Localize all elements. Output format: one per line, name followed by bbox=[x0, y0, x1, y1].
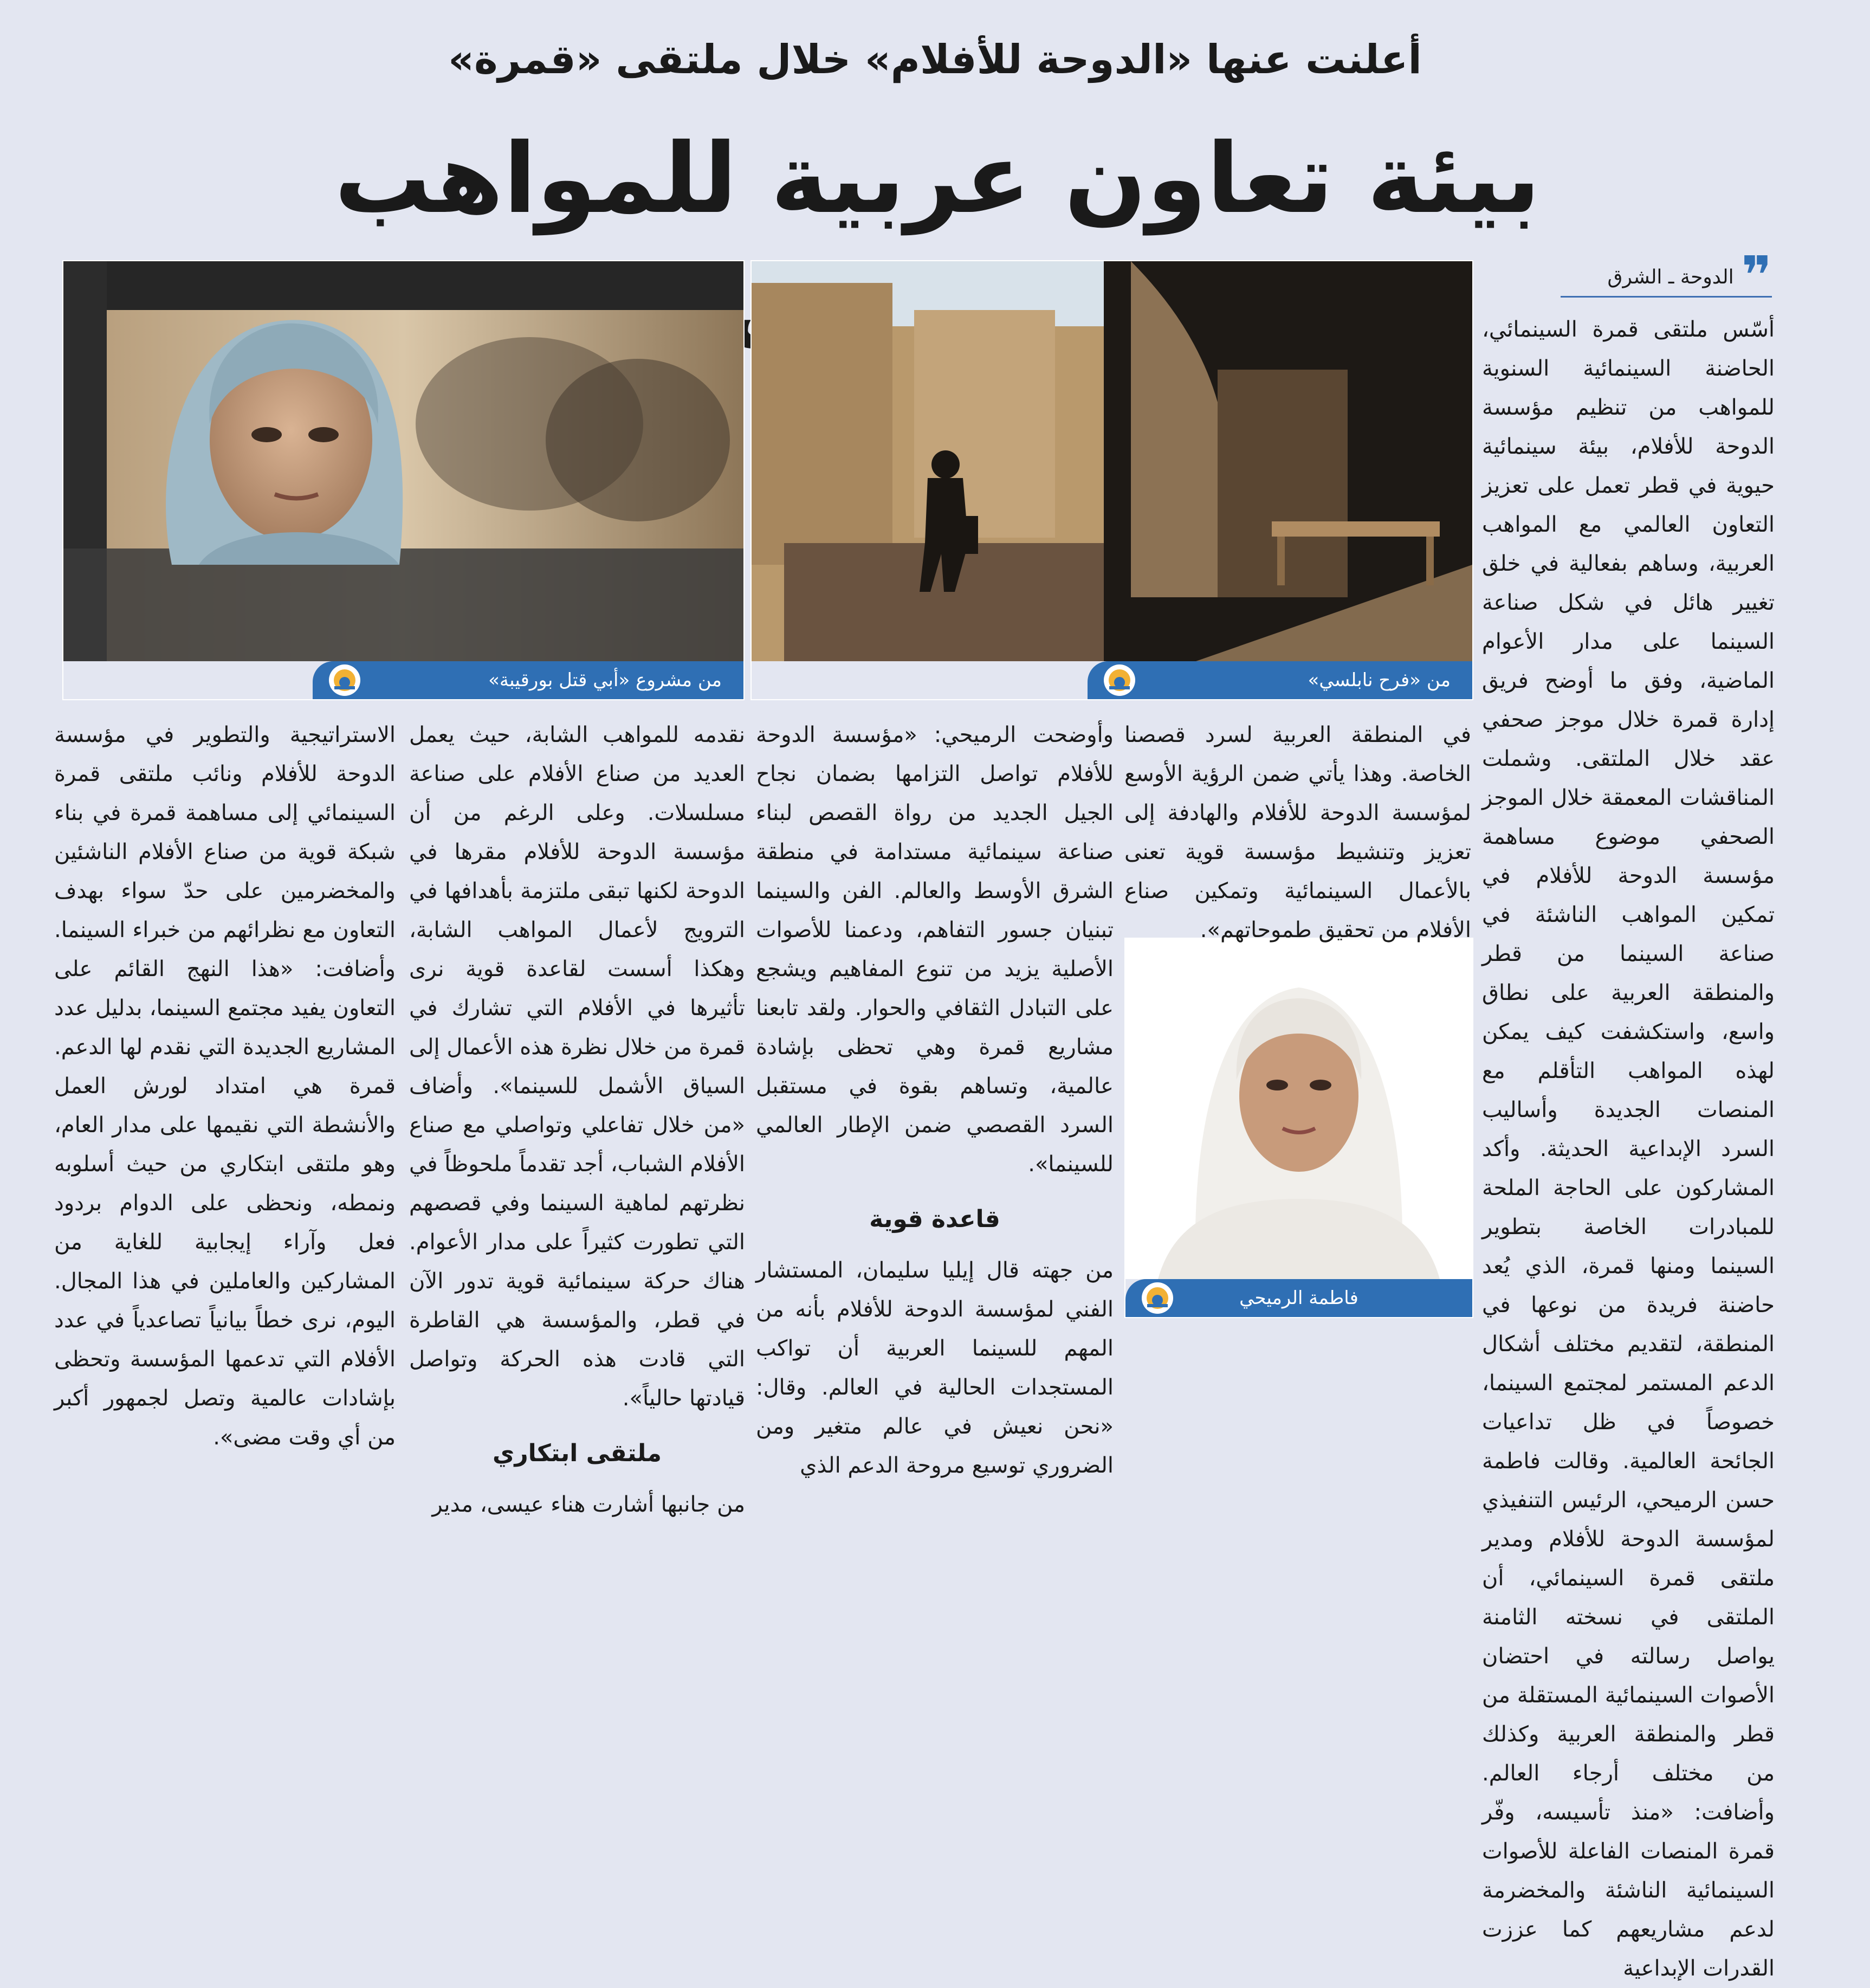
photo-left bbox=[62, 260, 745, 700]
column-4-tail-text: من جانبها أشارت هناء عيسى، مدير bbox=[432, 1492, 745, 1517]
article-column-4 bbox=[409, 715, 745, 1517]
subheading-innovative-forum: ملتقى ابتكاري bbox=[493, 1440, 662, 1467]
byline bbox=[1561, 245, 1772, 306]
article-column-3 bbox=[756, 715, 1114, 1478]
caption-text: من مشروع «أبي قتل بورقيبة» bbox=[488, 669, 722, 691]
caption-photo-left bbox=[313, 661, 743, 699]
column-2-text: في المنطقة العربية لسرد قصصنا الخاصة. وهذا يأتي ضمن الرؤية الأوسع لمؤسسة الدوحة للأفلام والهادفة إلى تعزيز وتنشيط مؤسسة قوية تعنى بالأعمال السينمائية وتمكين صناع الأفلام من تحقيق طموحاتهم». bbox=[1124, 722, 1471, 943]
column-1-text: أسّس ملتقى قمرة السينمائي، الحاضنة السينمائية السنوية للمواهب من تنظيم مؤسسة الدوحة للأفلام، بيئة سينمائية حيوية في قطر تعمل على تعزيز التعاون العالمي مع المواهب العربية، وساهم بفعالية في خلق تغيير هائل في شكل صناعة السينما على مدار الأعوام الماضية، وفق ما أوضح فريق إدارة قمرة خلال موجز صحفي عقد خلال الملتقى. وشملت المناقشات المعمقة خلال الموجز الصحفي موضوع مساهمة مؤسسة الدوحة للأفلام في تمكين المواهب الناشئة في صناعة السينما من قطر والمنطقة العربية على نطاق واسع، واستكشفت كيف يمكن لهذه المواهب التأقلم مع المنصات الجديدة وأساليب السرد الإبداعية الحديثة. وأكد المشاركون على الحاجة الملحة للمبادرات الخاصة بتطوير السينما ومنها قمرة، الذي يُعد حاضنة فريدة من نوعها في المنطقة، لتقديم مختلف أشكال الدعم المستمر لمجتمع السينما، خصوصاً في ظل تداعيات الجائحة العالمية. وقالت فاطمة حسن الرميحي، الرئيس التنفيذي لمؤسسة الدوحة للأفلام ومدير ملتقى قمرة السينمائي، أن الملتقى في نسخته الثامنة يواصل رسالته في احتضان الأصوات السينمائية المستقلة من قطر والمنطقة العربية وكذلك من مختلف أرجاء العالم. وأضافت: «منذ تأسيسه، وفّر قمرة المنصات الفاعلة للأصوات السينمائية الناشئة والمخضرمة لدعم مشاريعهم كما عززت القدرات الإبداعية bbox=[1482, 317, 1775, 1981]
byline-source: الدوحة ـ الشرق bbox=[1607, 266, 1734, 288]
caption-text: فاطمة الرميحي bbox=[1239, 1287, 1358, 1309]
portrait-photo bbox=[1124, 938, 1473, 1318]
qumra-logo-icon bbox=[329, 664, 360, 696]
kicker: أعلنت عنها «الدوحة للأفلام» خلال ملتقى «قمرة» bbox=[448, 36, 1422, 83]
qumra-logo-icon bbox=[1142, 1282, 1173, 1314]
caption-portrait bbox=[1125, 1279, 1472, 1317]
photo-right bbox=[750, 260, 1473, 700]
headline: بيئة تعاون عربية للمواهب bbox=[334, 122, 1541, 235]
article-column-2 bbox=[1124, 715, 1471, 943]
quote-icon: ❞ bbox=[1741, 245, 1772, 306]
caption-text: من «فرح نابلسي» bbox=[1308, 669, 1451, 691]
subheading-strong-base: قاعدة قوية bbox=[869, 1205, 1000, 1233]
column-4-text: نقدمه للمواهب الشابة، حيث يعمل العديد من صناع الأفلام على صناعة مسلسلات. وعلى الرغم من أن مؤسسة الدوحة للأفلام مقرها في الدوحة لكنها تبقى ملتزمة بأهدافها في الترويج لأعمال المواهب الشابة، وهكذا أسست لقاعدة قوية نرى تأثيرها في الأفلام التي تشارك في قمرة من خلال نظرة هذه الأعمال إلى السياق الأشمل للسينما». وأضاف «من خلال تفاعلي وتواصلي مع صناع الأفلام الشباب، أجد تقدماً ملحوظاً في نظرتهم لماهية السينما وفي قصصهم التي تطورت كثيراً على مدار الأعوام. هناك حركة سينمائية قوية تدور الآن في قطر، والمؤسسة هي القاطرة التي قادت هذه الحركة وتواصل قيادتها حالياً». bbox=[409, 722, 745, 1411]
caption-photo-right bbox=[1088, 661, 1472, 699]
qumra-logo-icon bbox=[1104, 664, 1135, 696]
column-5-text: الاستراتيجية والتطوير في مؤسسة الدوحة للأفلام ونائب ملتقى قمرة السينمائي إلى مساهمة قمرة في بناء شبكة قوية من صناع الأفلام الناشئين والمخضرمين على حدّ سواء بهدف التعاون مع نظرائهم من خبراء السينما. وأضافت: «هذا النهج القائم على التعاون يفيد مجتمع السينما، بدليل عدد المشاريع الجديدة التي نقدم لها الدعم. قمرة هي امتداد لورش العمل والأنشطة التي نقيمها على مدار العام، وهو ملتقى ابتكاري من حيث أسلوبه ونمطه، ونحظى على الدوام بردود فعل وآراء إيجابية للغاية من المشاركين والعاملين في هذا المجال. اليوم، نرى خطاً بيانياً تصاعدياً في عدد الأفلام التي تدعمها المؤسسة وتحظى بإشادات عالمية وتصل لجمهور أكبر من أي وقت مضى». bbox=[54, 722, 396, 1450]
column-3-text: وأوضحت الرميحي: «مؤسسة الدوحة للأفلام تواصل التزامها بضمان نجاح الجيل الجديد من رواة القصص لبناء صناعة سينمائية مستدامة في منطقة الشرق الأوسط والعالم. الفن والسينما تبنيان جسور التفاهم، ودعمنا للأصوات الأصلية يزيد من تنوع المفاهيم ويشجع على التبادل الثقافي والحوار. ولقد تابعنا مشاريع قمرة وهي تحظى بإشادة عالمية، وتساهم بقوة في مستقبل السرد القصصي ضمن الإطار العالمي للسينما». bbox=[756, 722, 1114, 1177]
article-column-1 bbox=[1482, 310, 1775, 1981]
column-3-bottom-text: من جهته قال إيليا سليمان، المستشار الفني لمؤسسة الدوحة للأفلام بأنه من المهم للسينما العربية أن تواكب المستجدات الحالية في العالم. وقال: «نحن نعيش في عالم متغير ومن الضروري توسيع مروحة الدعم الذي bbox=[756, 1258, 1114, 1478]
article-column-5 bbox=[54, 715, 396, 1450]
